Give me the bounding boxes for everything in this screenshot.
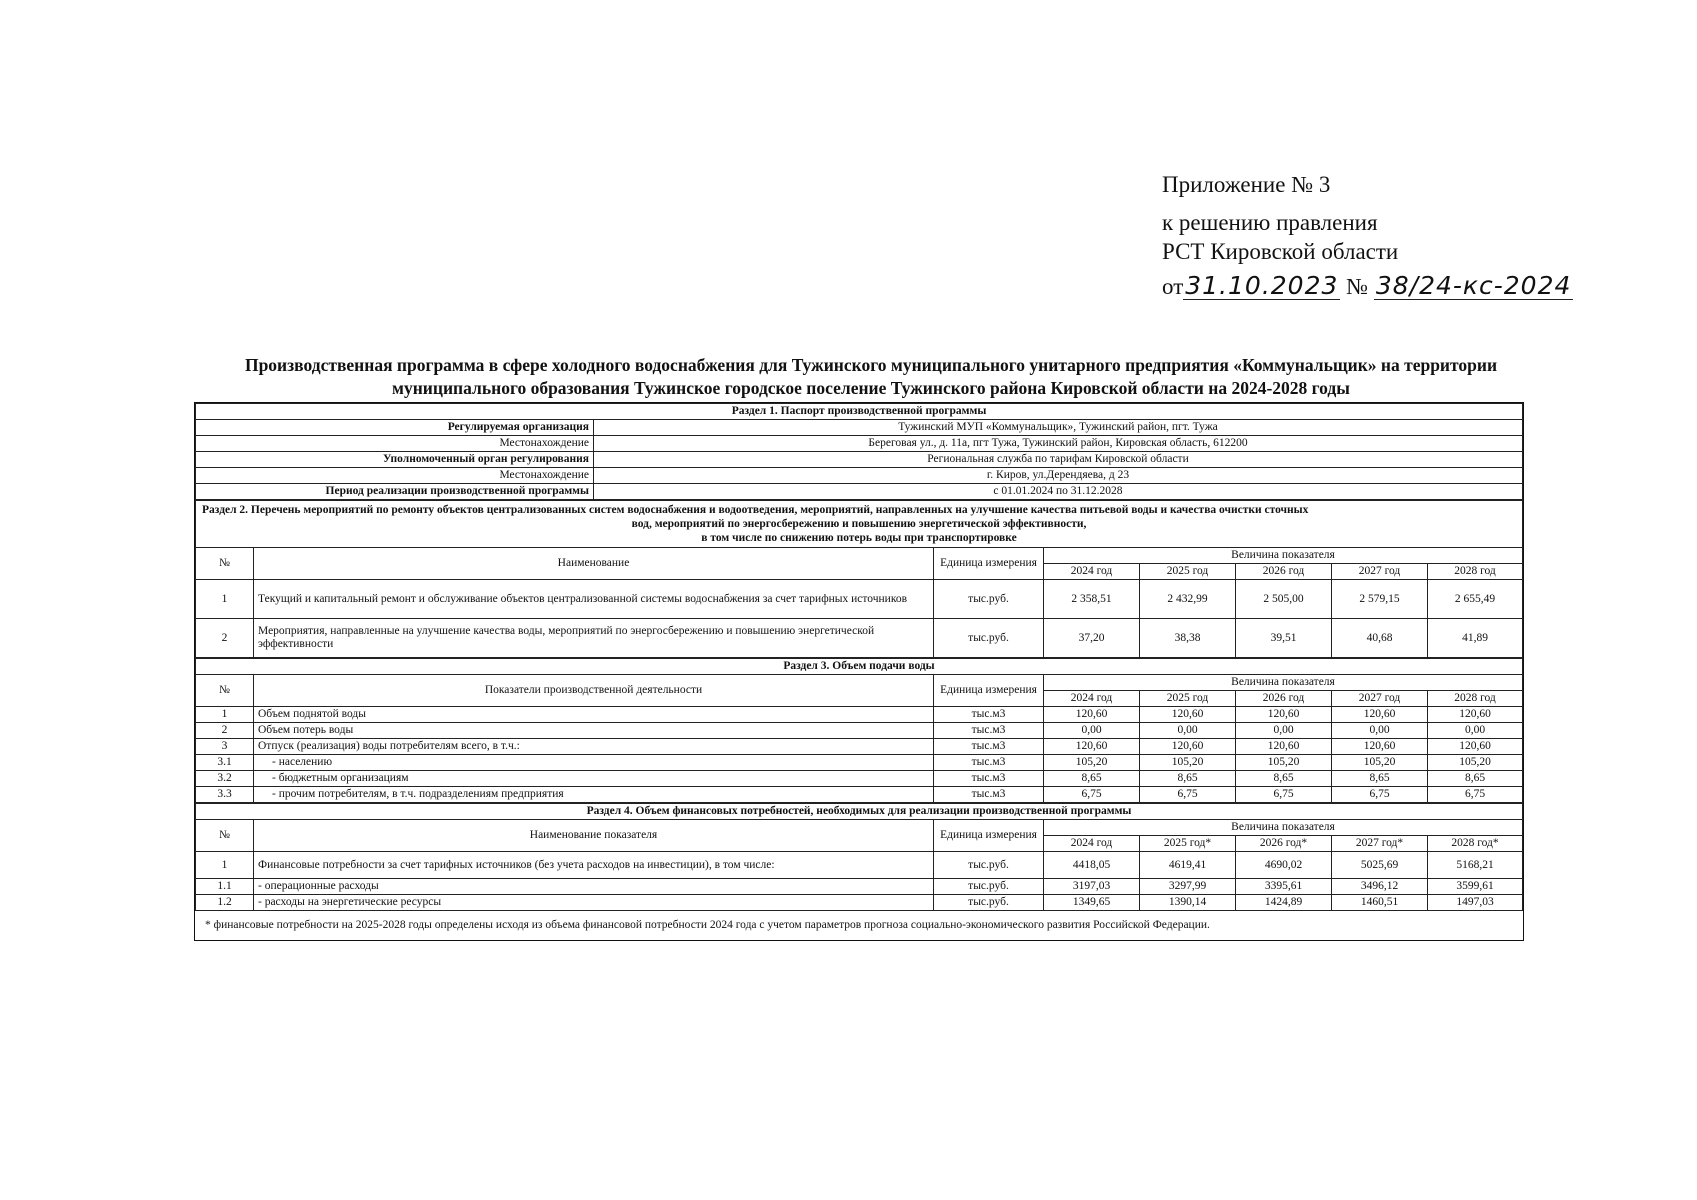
year-header: 2025 год xyxy=(1140,691,1236,707)
section4-table xyxy=(195,803,1523,911)
row-value: 3197,03 xyxy=(1044,879,1140,895)
table-row xyxy=(196,739,1523,755)
col-value: Величина показателя xyxy=(1044,548,1523,564)
table-row xyxy=(196,771,1523,787)
row-value: 2 432,99 xyxy=(1140,580,1236,619)
row-value: 120,60 xyxy=(1140,739,1236,755)
row-no: 1.1 xyxy=(196,879,254,895)
s1-value: Региональная служба по тарифам Кировской области xyxy=(594,452,1523,468)
section2-heading-line1: Раздел 2. Перечень мероприятий по ремонту объектов централизованных систем водоснабжения и водоотведения, мероприятий, направленных на улучшение качества питьевой воды и качества очистки сточных xyxy=(202,504,1309,516)
s1-value: Тужинский МУП «Коммунальщик», Тужинский район, пгт. Тужа xyxy=(594,420,1523,436)
row-name: Объем поднятой воды xyxy=(254,707,934,723)
table-row xyxy=(196,787,1523,803)
row-value: 3297,99 xyxy=(1140,879,1236,895)
year-header: 2026 год* xyxy=(1236,836,1332,852)
row-value: 3395,61 xyxy=(1236,879,1332,895)
row-value: 8,65 xyxy=(1236,771,1332,787)
row-unit: тыс.руб. xyxy=(934,580,1044,619)
row-value: 1349,65 xyxy=(1044,895,1140,911)
s1-label: Регулируемая организация xyxy=(196,420,594,436)
row-value: 0,00 xyxy=(1236,723,1332,739)
row-value: 105,20 xyxy=(1332,755,1428,771)
row-value: 6,75 xyxy=(1428,787,1523,803)
row-name: Финансовые потребности за счет тарифных источников (без учета расходов на инвестиции), в том числе: xyxy=(254,852,934,879)
row-value: 4619,41 xyxy=(1140,852,1236,879)
table-row xyxy=(196,852,1523,879)
document-title: Производственная программа в сфере холодного водоснабжения для Тужинского муниципального унитарного предприятия «Коммунальщик» на территории муниципального образования Тужинское городское поселение Тужинского района Кировской области на 2024-2028 годы xyxy=(244,355,1498,398)
row-value: 120,60 xyxy=(1236,739,1332,755)
row-unit: тыс.руб. xyxy=(934,895,1044,911)
row-no: 1 xyxy=(196,852,254,879)
appendix-authority: РСТ Кировской области xyxy=(1162,239,1399,264)
row-value: 1424,89 xyxy=(1236,895,1332,911)
row-value: 40,68 xyxy=(1332,619,1428,658)
table-row xyxy=(196,619,1523,658)
row-value: 6,75 xyxy=(1140,787,1236,803)
section3-heading: Раздел 3. Объем подачи воды xyxy=(196,659,1523,675)
table-row xyxy=(196,895,1523,911)
row-no: 1.2 xyxy=(196,895,254,911)
col-no: № xyxy=(196,675,254,707)
handwritten-date: 31.10.2023 xyxy=(1185,271,1339,300)
row-no: 3 xyxy=(196,739,254,755)
table-row xyxy=(196,580,1523,619)
year-header: 2024 год xyxy=(1044,691,1140,707)
row-value: 120,60 xyxy=(1428,739,1523,755)
row-value: 4418,05 xyxy=(1044,852,1140,879)
year-header: 2025 год* xyxy=(1140,836,1236,852)
col-value: Величина показателя xyxy=(1044,820,1523,836)
row-no: 2 xyxy=(196,619,254,658)
row-name: - операционные расходы xyxy=(254,879,934,895)
appendix-decision: к решению правления xyxy=(1162,210,1378,235)
row-value: 41,89 xyxy=(1428,619,1523,658)
row-value: 39,51 xyxy=(1236,619,1332,658)
row-value: 120,60 xyxy=(1236,707,1332,723)
row-value: 105,20 xyxy=(1428,755,1523,771)
row-value: 0,00 xyxy=(1044,723,1140,739)
section1-table xyxy=(195,403,1523,500)
row-value: 2 505,00 xyxy=(1236,580,1332,619)
row-value: 4690,02 xyxy=(1236,852,1332,879)
year-header: 2027 год xyxy=(1332,564,1428,580)
col-unit: Единица измерения xyxy=(934,548,1044,580)
year-header: 2025 год xyxy=(1140,564,1236,580)
year-header: 2028 год xyxy=(1428,564,1523,580)
row-no: 2 xyxy=(196,723,254,739)
s1-value: г. Киров, ул.Дерендяева, д 23 xyxy=(594,468,1523,484)
s1-label: Местонахождение xyxy=(196,436,594,452)
row-name: - бюджетным организациям xyxy=(254,771,934,787)
row-value: 120,60 xyxy=(1140,707,1236,723)
row-unit: тыс.м3 xyxy=(934,723,1044,739)
col-name: Наименование показателя xyxy=(254,820,934,852)
row-value: 2 579,15 xyxy=(1332,580,1428,619)
row-value: 38,38 xyxy=(1140,619,1236,658)
footnote: * финансовые потребности на 2025-2028 годы определены исходя из объема финансовой потребности 2024 года с учетом параметров прогноза социально-экономического развития Российской Федерации. xyxy=(195,911,1523,941)
row-value: 1460,51 xyxy=(1332,895,1428,911)
year-header: 2027 год xyxy=(1332,691,1428,707)
number-label: № xyxy=(1346,274,1369,299)
handwritten-number: 38/24-кс-2024 xyxy=(1375,271,1572,300)
year-header: 2028 год xyxy=(1428,691,1523,707)
s1-value: Береговая ул., д. 11а, пгт Тужа, Тужинский район, Кировская область, 612200 xyxy=(594,436,1523,452)
appendix-number: Приложение № 3 xyxy=(1162,172,1331,197)
col-no: № xyxy=(196,820,254,852)
s1-label: Местонахождение xyxy=(196,468,594,484)
col-value: Величина показателя xyxy=(1044,675,1523,691)
section1-heading: Раздел 1. Паспорт производственной программы xyxy=(196,404,1523,420)
row-value: 6,75 xyxy=(1332,787,1428,803)
row-unit: тыс.м3 xyxy=(934,755,1044,771)
from-label: от xyxy=(1162,274,1184,299)
section2-heading xyxy=(196,501,1523,548)
row-value: 120,60 xyxy=(1044,739,1140,755)
row-name: - населению xyxy=(254,755,934,771)
year-header: 2028 год* xyxy=(1428,836,1523,852)
row-value: 37,20 xyxy=(1044,619,1140,658)
row-value: 8,65 xyxy=(1140,771,1236,787)
appendix-block xyxy=(1162,170,1573,301)
row-value: 105,20 xyxy=(1140,755,1236,771)
row-unit: тыс.руб. xyxy=(934,852,1044,879)
s1-value: с 01.01.2024 по 31.12.2028 xyxy=(594,484,1523,500)
row-value: 8,65 xyxy=(1428,771,1523,787)
row-no: 3.3 xyxy=(196,787,254,803)
section2-heading-line3: в том числе по снижению потерь воды при транспортировке xyxy=(701,532,1017,544)
col-name: Показатели производственной деятельности xyxy=(254,675,934,707)
year-header: 2027 год* xyxy=(1332,836,1428,852)
row-value: 120,60 xyxy=(1332,707,1428,723)
appendix-signature-line xyxy=(1162,272,1573,301)
row-value: 3496,12 xyxy=(1332,879,1428,895)
col-unit: Единица измерения xyxy=(934,675,1044,707)
row-value: 1390,14 xyxy=(1140,895,1236,911)
section2-table xyxy=(195,500,1523,658)
row-value: 0,00 xyxy=(1332,723,1428,739)
row-value: 3599,61 xyxy=(1428,879,1523,895)
s1-label: Период реализации производственной программы xyxy=(196,484,594,500)
row-name: - прочим потребителям, в т.ч. подразделениям предприятия xyxy=(254,787,934,803)
row-no: 1 xyxy=(196,707,254,723)
program-table xyxy=(194,402,1524,941)
row-value: 2 358,51 xyxy=(1044,580,1140,619)
row-name: Текущий и капитальный ремонт и обслуживание объектов централизованной системы водоснабжения за счет тарифных источников xyxy=(254,580,934,619)
s1-label: Уполномоченный орган регулирования xyxy=(196,452,594,468)
row-value: 6,75 xyxy=(1044,787,1140,803)
year-header: 2024 год xyxy=(1044,564,1140,580)
row-unit: тыс.м3 xyxy=(934,771,1044,787)
row-unit: тыс.м3 xyxy=(934,707,1044,723)
row-value: 6,75 xyxy=(1236,787,1332,803)
row-value: 5168,21 xyxy=(1428,852,1523,879)
row-name: Объем потерь воды xyxy=(254,723,934,739)
year-header: 2026 год xyxy=(1236,691,1332,707)
year-header: 2024 год xyxy=(1044,836,1140,852)
row-value: 120,60 xyxy=(1044,707,1140,723)
row-value: 8,65 xyxy=(1044,771,1140,787)
row-unit: тыс.руб. xyxy=(934,879,1044,895)
col-name: Наименование xyxy=(254,548,934,580)
year-header: 2026 год xyxy=(1236,564,1332,580)
table-row xyxy=(196,879,1523,895)
row-value: 2 655,49 xyxy=(1428,580,1523,619)
row-value: 8,65 xyxy=(1332,771,1428,787)
section2-heading-line2: вод, мероприятий по энергосбережению и повышению энергетической эффективности, xyxy=(631,518,1087,530)
row-name: Мероприятия, направленные на улучшение качества воды, мероприятий по энергосбережению и повышению энергетической эффективности xyxy=(254,619,934,658)
row-no: 3.2 xyxy=(196,771,254,787)
row-value: 120,60 xyxy=(1428,707,1523,723)
col-no: № xyxy=(196,548,254,580)
row-no: 3.1 xyxy=(196,755,254,771)
row-value: 0,00 xyxy=(1428,723,1523,739)
section3-table xyxy=(195,658,1523,803)
table-row xyxy=(196,755,1523,771)
row-name: Отпуск (реализация) воды потребителям всего, в т.ч.: xyxy=(254,739,934,755)
row-unit: тыс.м3 xyxy=(934,739,1044,755)
table-row xyxy=(196,707,1523,723)
row-value: 5025,69 xyxy=(1332,852,1428,879)
row-value: 1497,03 xyxy=(1428,895,1523,911)
row-value: 105,20 xyxy=(1044,755,1140,771)
row-value: 120,60 xyxy=(1332,739,1428,755)
row-no: 1 xyxy=(196,580,254,619)
row-unit: тыс.руб. xyxy=(934,619,1044,658)
col-unit: Единица измерения xyxy=(934,820,1044,852)
row-value: 0,00 xyxy=(1140,723,1236,739)
row-unit: тыс.м3 xyxy=(934,787,1044,803)
row-value: 105,20 xyxy=(1236,755,1332,771)
table-row xyxy=(196,723,1523,739)
section4-heading: Раздел 4. Объем финансовых потребностей, необходимых для реализации производственной программы xyxy=(196,804,1523,820)
row-name: - расходы на энергетические ресурсы xyxy=(254,895,934,911)
